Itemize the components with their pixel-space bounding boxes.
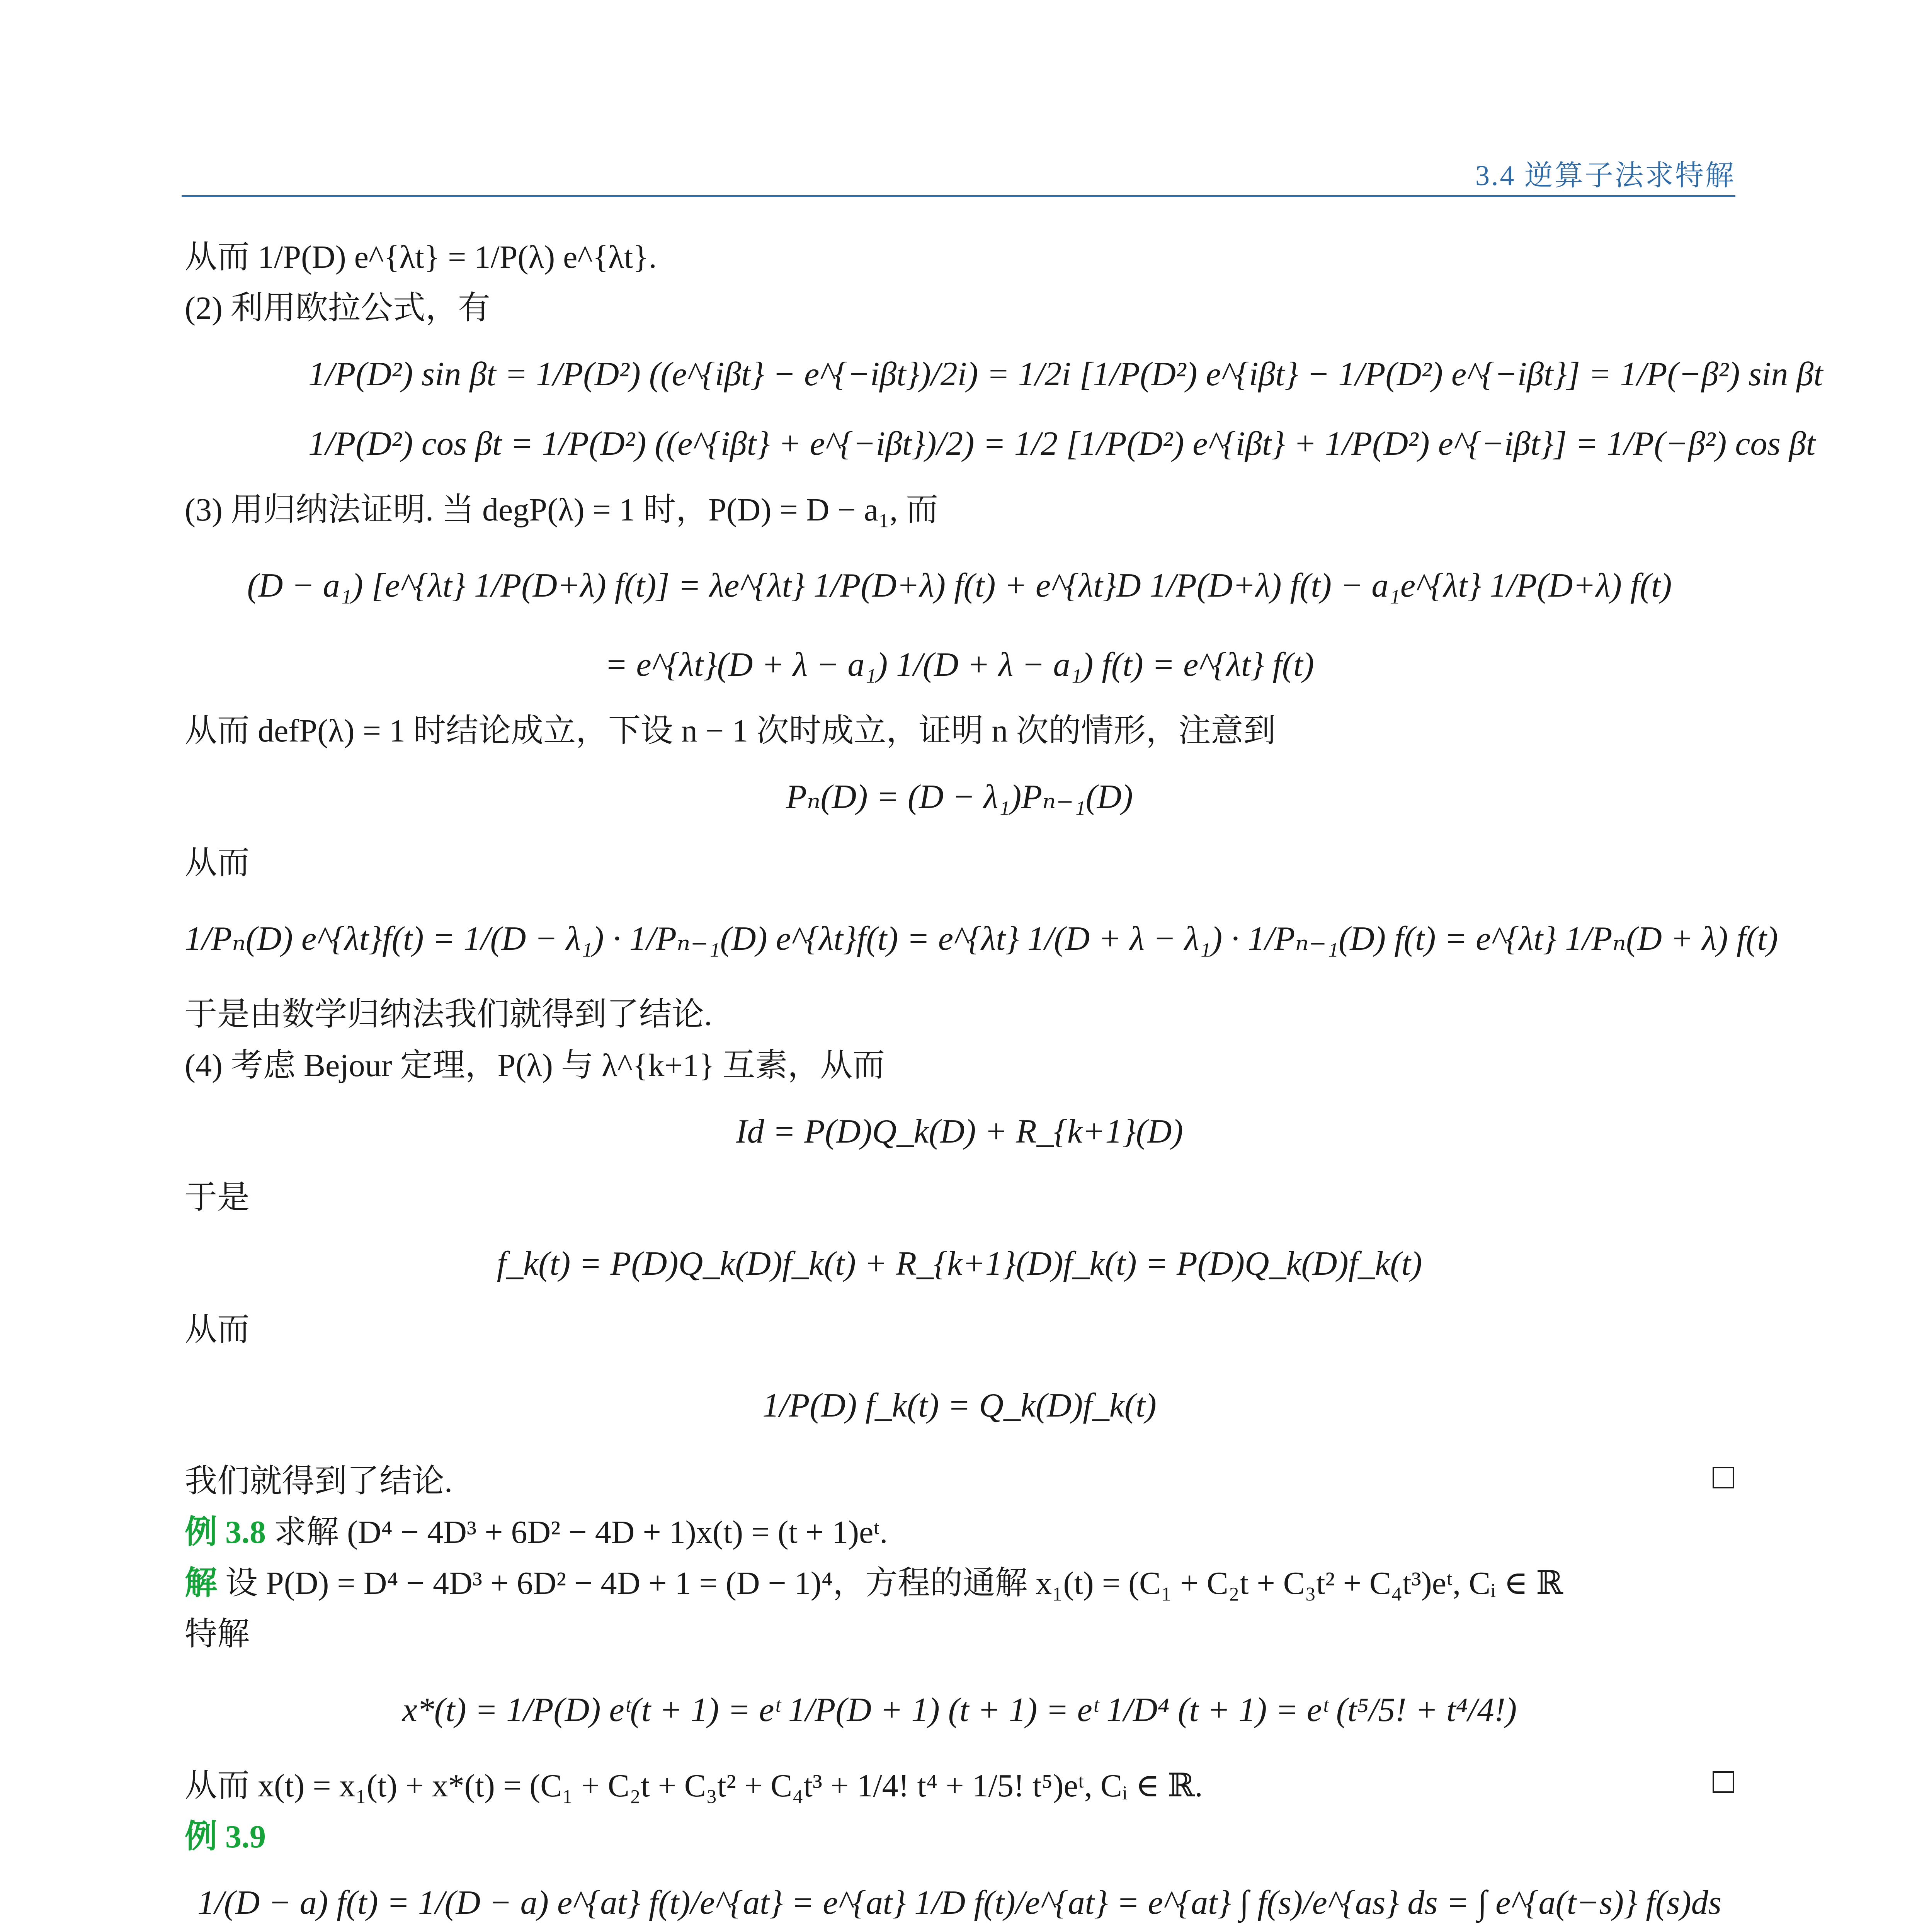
equation-identity: Id = P(D)Q_k(D) + R_{k+1}(D) <box>736 1113 1183 1150</box>
text-line: 于是由数学归纳法我们就得到了结论. <box>185 997 713 1032</box>
result-text: 从而 x(t) = x₁(t) + x*(t) = (C₁ + C₂t + C₃t² + C₄t³ + 1/4! t⁴ + 1/5! t⁵)eᵗ, Cᵢ ∈ ℝ. <box>185 1768 1203 1804</box>
equation-fk: f_k(t) = P(D)Q_k(D)f_k(t) + R_{k+1}(D)f_k(t) = P(D)Q_k(D)f_k(t) <box>497 1245 1422 1282</box>
solution-3-8 <box>185 1558 1734 1609</box>
text-line: (2) 利用欧拉公式，有 <box>185 290 490 326</box>
solution-label: 解 <box>185 1565 218 1601</box>
qed-box <box>1713 1771 1734 1793</box>
example-3-9 <box>185 1811 1734 1862</box>
text-line: (4) 考虑 Bejour 定理，P(λ) 与 λ^{k+1} 互素，从而 <box>185 1048 885 1083</box>
example-text: 求解 (D⁴ − 4D³ + 6D² − 4D + 1)x(t) = (t + 1)eᵗ. <box>274 1514 888 1550</box>
text-line <box>185 1456 1734 1507</box>
equation-sin: 1/P(D²) sin βt = 1/P(D²) ((e^{iβt} − e^{−iβt})/2i) = 1/2i [1/P(D²) e^{iβt} − 1/P(D²) e^{−iβt}] = 1/P(−β²) sin βt <box>308 355 1823 393</box>
text-line: 特解 <box>185 1616 250 1652</box>
header-rule <box>182 195 1735 197</box>
page-body <box>185 232 1823 1932</box>
example-label: 例 3.9 <box>185 1819 266 1855</box>
conclusion-text: 我们就得到了结论. <box>185 1463 453 1499</box>
text-line: 从而 <box>185 845 250 881</box>
solution-text: 设 P(D) = D⁴ − 4D³ + 6D² − 4D + 1 = (D − 1)⁴，方程的通解 x₁(t) = (C₁ + C₂t + C₃t² + C₄t³)eᵗ, Cᵢ ∈ ℝ <box>225 1565 1563 1601</box>
text-line: 从而 defP(λ) = 1 时结论成立，下设 n − 1 次时成立，证明 n 次的情形，注意到 <box>185 713 1276 749</box>
text-line: 于是 <box>185 1180 250 1216</box>
equation-3-8: x*(t) = 1/P(D) eᵗ(t + 1) = eᵗ 1/P(D + 1) (t + 1) = eᵗ 1/D⁴ (t + 1) = eᵗ (t⁵/5! + t⁴/4!) <box>402 1691 1517 1729</box>
text-line: (3) 用归纳法证明. 当 degP(λ) = 1 时，P(D) = D − a₁, 而 <box>185 492 939 528</box>
text-line: 从而 <box>185 1312 250 1348</box>
example-label: 例 3.8 <box>185 1514 266 1550</box>
equation-3-9: 1/(D − a) f(t) = 1/(D − a) e^{at} f(t)/e^{at} = e^{at} 1/D f(t)/e^{at} = e^{at} ∫ f(s)/e^{as} ds = ∫ e^{a(t−s)} f(s)ds <box>197 1884 1721 1922</box>
text-line: 从而 1/P(D) e^{λt} = 1/P(λ) e^{λt}. <box>185 239 657 275</box>
equation-induction-2: = e^{λt}(D + λ − a₁) 1/(D + λ − a₁) f(t) = e^{λt} f(t) <box>605 646 1314 684</box>
example-3-8 <box>185 1507 1734 1558</box>
result-3-8 <box>185 1760 1734 1811</box>
equation-cos: 1/P(D²) cos βt = 1/P(D²) ((e^{iβt} + e^{−iβt})/2) = 1/2 [1/P(D²) e^{iβt} + 1/P(D²) e^{−iβt}] = 1/P(−β²) cos βt <box>308 425 1816 463</box>
equation-pn: Pₙ(D) = (D − λ₁)Pₙ₋₁(D) <box>786 778 1133 816</box>
equation-q: 1/P(D) f_k(t) = Q_k(D)f_k(t) <box>762 1387 1157 1424</box>
qed-box <box>1713 1467 1734 1488</box>
equation-chain: 1/Pₙ(D) e^{λt}f(t) = 1/(D − λ₁) · 1/Pₙ₋₁(D) e^{λt}f(t) = e^{λt} 1/(D + λ − λ₁) · 1/Pₙ₋₁(D) f(t) = e^{λt} 1/Pₙ(D + λ) f(t) <box>185 920 1778 957</box>
equation-induction-1: (D − a₁) [e^{λt} 1/P(D+λ) f(t)] = λe^{λt} 1/P(D+λ) f(t) + e^{λt}D 1/P(D+λ) f(t) − a₁e^{λt} 1/P(D+λ) f(t) <box>247 567 1672 604</box>
running-head: 3.4 逆算子法求特解 <box>1475 160 1735 192</box>
